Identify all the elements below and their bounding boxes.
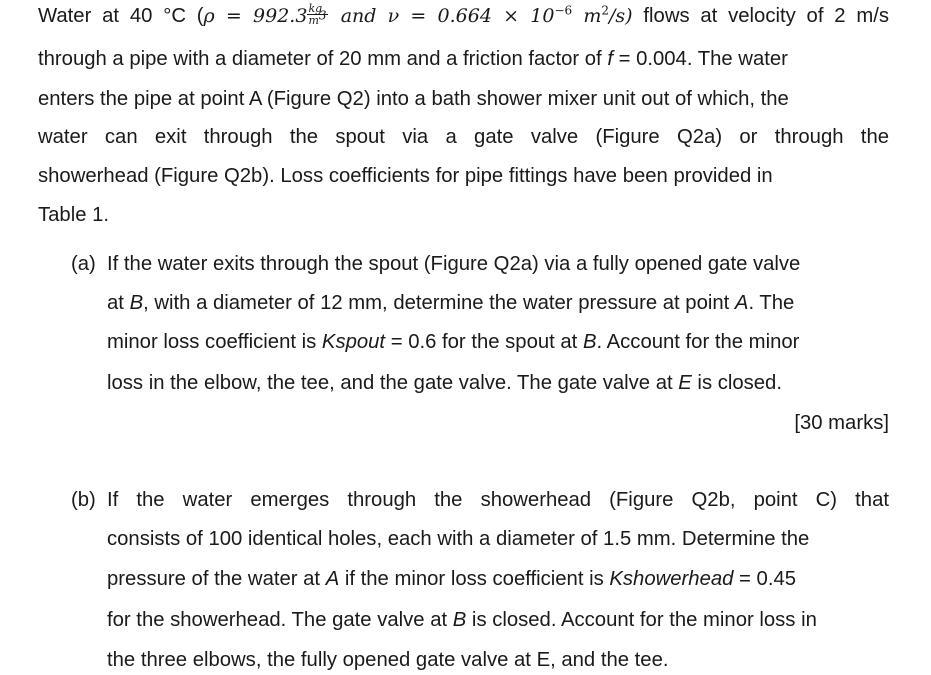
viscosity-unit-exp: 2 [601,3,610,18]
intro-line-6: Table 1. [38,204,110,226]
viscosity-unit: m [572,5,602,27]
intro-text: through a pipe with a diameter of 20 mm and a friction factor of [38,48,608,70]
part-a-line-2 [107,290,794,316]
part-b-line-4 [107,607,817,633]
part-a-text: minor loss coefficient is [107,331,322,353]
intro-line-4: water can exit through the spout via a gate valve (Figure Q2a) or through the [38,126,889,148]
part-b-label: (b) [71,489,96,511]
part-b-line-1: If the water emerges through the showerhead (Figure Q2b, point C) that [107,489,889,511]
point-a-label: A [325,568,340,590]
fraction-den-base: m [308,13,319,27]
fraction-den-exp: 3 [318,7,327,22]
point-b-label: B [452,609,467,631]
part-b-line-3 [107,566,796,592]
part-b-text: is closed. Account for the minor loss in [466,609,817,631]
part-a-text: . Account for the minor [596,331,800,353]
intro-text: Water at 40 °C ( [38,5,204,27]
part-b-line-5: the three elbows, the fully opened gate valve at E, and the tee. [107,649,669,671]
part-b-line-2: consists of 100 identical holes, each with a diameter of 1.5 mm. Determine the [107,528,810,550]
part-b-text: if the minor loss coefficient is [339,568,610,590]
part-a-text: . The [748,292,795,314]
density-expression [203,1,633,27]
part-a-text: at [107,292,130,314]
part-b-text: pressure of the water at [107,568,326,590]
k-spout-symbol: Kspout [321,331,386,353]
intro-text: = 0.004. The water [612,48,788,70]
density-unit-fraction [307,3,327,26]
viscosity-exp: −6 [554,3,573,18]
fraction-numerator: kg [307,3,327,15]
part-a-label: (a) [71,253,96,275]
intro-line-5: showerhead (Figure Q2b). Loss coefficients for pipe fittings have been provided in [38,165,773,187]
viscosity-unit-tail: /s) [609,5,633,27]
point-b-label: B [129,292,144,314]
part-a-marks: [30 marks] [794,412,889,434]
part-a-line-4 [107,370,782,396]
part-b-text: for the showerhead. The gate valve at [107,609,453,631]
viscosity-value: and ν = 0.664 × 10 [329,5,555,27]
point-a-label: A [734,292,749,314]
point-b-label: B [582,331,597,353]
density-value: ρ = 992.3 [203,5,308,27]
part-a-text: = 0.6 for the spout at [385,331,583,353]
part-a-line-3 [107,329,799,355]
intro-text: flows at velocity of 2 m/s [632,5,890,27]
point-e-label: E [678,372,692,394]
intro-line-3: enters the pipe at point A (Figure Q2) into a bath shower mixer unit out of which, the [38,88,789,110]
friction-symbol: f [607,48,613,70]
part-a-text: loss in the elbow, the tee, and the gate valve. The gate valve at [107,372,679,394]
part-a-line-1: If the water exits through the spout (Figure Q2a) via a fully opened gate valve [107,253,801,275]
k-showerhead-symbol: Kshowerhead [609,568,734,590]
intro-line-1 [38,3,889,29]
intro-line-2 [38,46,788,72]
part-a-text: is closed. [691,372,782,394]
part-a-text: , with a diameter of 12 mm, determine the water pressure at point [143,292,735,314]
part-b-text: = 0.45 [733,568,797,590]
